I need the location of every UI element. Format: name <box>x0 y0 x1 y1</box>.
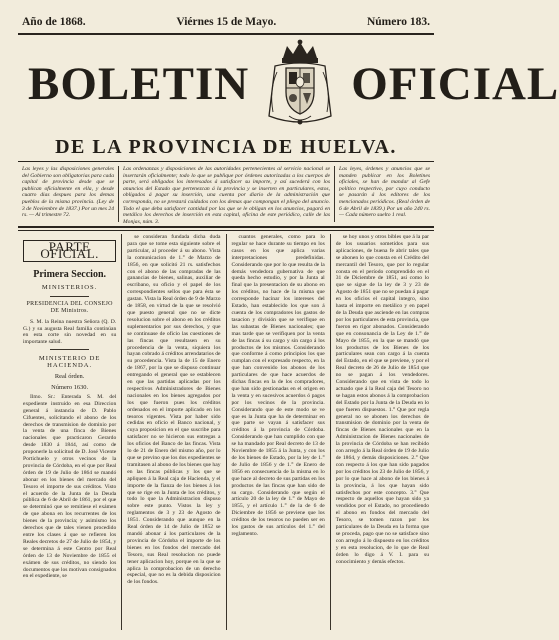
top-rule <box>18 33 434 35</box>
royal-coat-of-arms-icon <box>259 38 341 130</box>
real-orden-heading: Real órden. <box>54 373 85 381</box>
column-3 <box>226 234 330 630</box>
column-4 <box>330 234 434 630</box>
notice-band <box>18 166 434 225</box>
ministerios-heading: MINISTERIOS. <box>41 283 98 291</box>
article-text-3: cuantos generales, como para lo regular se hace durante su tiempo en los casos en los que aplica varias interpretaciones predefinidas. Considerando que por lo que resulta de la demás vendedora gubernativa de que queda hecho estudio, y por la Junta al final que la presentacion de su abono en los créditos, no hace de la misma que corresponde hacinar los intereses del Estado, han establecido los que son á cuenta de los compradores los gastos de tasacion y división que se verifique en las subastas de Bienes nacionales; que mas tarde que se verifiquen por la venta de las fincas á su cargo y sin cargo á los productos de los mismos. Considerando que conforme á como principios los que cumplan con el expresado respecto, en la que han convenido los abonos de los particulares de que hace acuerdos de dichas fincas en la de los compradores, que han sido gestionadas en el origen en la venta y en sucesivos acuerdos ó pagos por los vecinos de la provincia. Considerando que de este modo se ve que es la Junta que ha de determinar en que parte se vayan á satisfacer sus créditos á la provincia de Córdoba. Considerando que han cumplido con que se ha mandado por Real decreto de 13 de Noviembre de 1855 á la Junta, y con los de los bienes de Estado, por la ley de 1.° de Julio de 1856 y de 1.° de Enero de 1856 en consecuencia de la misma en lo que hace al decreto de sus partidas en los productos de las fincas que han sido de su cargo. Considerando que según el artículo 20 de la ley de 1.° de Mayo de 1855, y el artículo 1.° de la de 6 de Diciembre de 1856 se previene que los créditos de los tesoros no pueden ser en los gastos de sus artículos del 1.° del reglamento. <box>231 234 325 537</box>
article-columns <box>18 234 434 630</box>
parte-oficial-heading: PARTE OFICIAL. <box>23 240 116 262</box>
masthead-word-right: OFICIAL <box>351 57 559 110</box>
article-text-4: se hoy unos y otros bibles que á la par de los usuarios sometidos para sus aplicaciones, de buena fe abrir tales que se abonen lo que consta en el Crédito del mercantil del Tesoro, que por lo regular consta en el período comprendido en el 31 de Diciembre de 1851, así como lo que se sigue de la ley de 3 y 23 de Agosto de 1851 que no se puedan á pagar en los oficios el capital integro, sino hasta el importe en metálico y en papel de la Deuda que asciende en las compras por los particulares de esta provincia, que fueron en rigor abonados. Considerando que en consonancia de la Ley de 1.° de Mayo de 1855, en la que se mandó que los productos de los Bienes de los particulares sean con cargo á la cuenta del Estado, en el que se previene, y por el Real decreto de 26 de Julio de 1854 que no se pagan á los vendedores. Considerando que en vista de todo lo actuado que á la Real caja del Tesoro no se hagan estos abonos á la comprobacion del Estado por la Junta de la Deuda en lo que fueren dispuestos. 1.° Que por regla general no se abonen los derechos de transmision de dominio por la venta de fincas de Bienes nacionales que en la Administracion de Bienes nacionales de la provincia de Córdoba se han recibido con arreglo á la Real órden de 19 de Julio de 1864, y demás disposiciones. 2.° Que con respecto á los que han sido pagados por los créditos los 23 de Julio de 1856, y por lo que hace al abono de los bienes á la provincia, á los que hayan sido satisfechos por este concepto. 3.° Que respecto de aquellos que hayan sido ya vendidos por el Estado, no procediendo el abono en fondos del mercado del Tesoro, se tomen razon por los particulares de la Deuda en la forma que se proceda, pago que no se satisface sino con arreglo á lo dispuesto en los créditos y en esta resolucion, de lo que de Real órden lo digo á V. I. para su conocimiento y demás efectos. <box>335 234 429 565</box>
masthead <box>18 38 559 130</box>
divider <box>50 296 89 297</box>
issue-number: Número 183. <box>366 16 430 28</box>
notice-left: Las leyes y las disposiciones generales del Gobierno son obligatorias para cada capital de provincia desde que se publican oficialmente en ella, y desde cuatro dias despues para los demas pueblos de la misma provincia. (Ley de 3 de Noviembre de 1837.) Por un mes 24 rs. — Al trimestre 72. <box>22 166 114 219</box>
notice-right: Las leyes, órdenes y anuncios que se manden publicar en los Boletines oficiales, se han de mandar al Gefe político respectivo, por cuyo conducto se pasarán á los editores de los mencionados periódicos. (Real órden de 6 de Abril de 1839.) Por un año 240 rs. — Cada número suelto 1 real. <box>334 166 434 222</box>
issue-header <box>22 14 430 30</box>
notice-rule-thin <box>18 230 434 231</box>
masthead-word-left: BOLETIN <box>28 57 250 110</box>
divider <box>50 349 89 350</box>
province-subtitle: DE LA PROVINCIA DE HUELVA. <box>55 136 397 158</box>
presidencia-heading: PRESIDENCIA DEL CONSEJO DE Ministros. <box>26 300 113 314</box>
presidencia-text: S. M. la Reina nuestra Señora (Q. D. G.) y su augusta Real familia continúan en esta corte sin novedad en su importante salud. <box>23 318 117 346</box>
notice-center: Las ordenanzas y disposiciones de las autoridades pertenecientes al servicio nacional se insertarán oficialmente; todo lo que se publique por órdenes autorizadas a los cuerpos de parte, será obligados los interesados á satisfacer su importe, y así sucederá con los anuncios del Estado que pertenezcan á la provincia y se inserten en particulares, estos, obligados á pagar su inserción, una cuenta por diario de la administración que corresponda, no se prestará cuidados con los demas que compongan el pliego del anuncio. Todo el que deba satisfacer cantidad por las que se le obligan en los anuncios, pagará en metálico los derechos de inserción en esta capital, oficina de este periódico, calle de las Monjas, núm. 3. <box>118 166 334 222</box>
issue-year: Año de 1868. <box>22 16 86 28</box>
section-heading: Primera Seccion. <box>33 268 106 280</box>
numero-heading: Número 1630. <box>51 383 89 391</box>
column-1 <box>18 234 121 630</box>
subtitle-rule <box>18 161 434 162</box>
issue-date: Viérnes 15 de Mayo. <box>176 16 277 28</box>
column-2 <box>121 234 225 630</box>
hacienda-heading: MINISTERIO DE HACIENDA. <box>38 355 101 370</box>
article-text-1: Ilmo. Sr.: Enterada S. M. del expediente instruido en esa Direccion general á instancia de D. Pablo Cifuentes, solicitando el abono de los derechos de transmision de dominio por la venta de una finca de Bienes nacionales que practicaron Gerardo desde 1830 á 1844, así como de proponerle la solicitud de D. José Vicente Portichuelo y otros vecinos de la provincia de Córdoba, en el que por Real órden de 19 de Julio de 1864 se mandó abonar en los bienes del mercado del Tesoro el importe de sus créditos. Visto el acuerdo de la Junta de la Deuda pública de 6 de Abril de 1861, por el que se determinó que se remitiese el exámen de que abona en los recurrentes de los bienes de la provincia; y asimismo los derechos que de tales vienen procedido entre los clases á que se refieren los Reales decretos de 27 de Julio de 1854, y se determina á este Centro por Real órden de 13 de Noviembre de 1855 el exámen de sus créditos, no siendo los documentos que los motivan consignados en el expediente, se <box>23 393 117 580</box>
article-text-2: se consideran fundada dicha duda para que se tome esta siguiente sobre el particular, al proceder á su abono. Vista la comunicacion de 1.° de Marzo de 1856, en que solicitó 21 rs. satisfechos con el abono de las compradas de las ganancias de bienes, salinas, auxiliar de escribano, su oficio y el papel de los correspondientes sellos que para ésta se gastan. Vista la Real órden de 9 de Marzo de 1858, en virtud de la que se resolvió que puesto general que no se dicte resolucion sobre el abono en los créditos suplementarios por sus derechos, y que se continuase de oficio las cuestiones de las fincas que resultasen en su procedencia de la venta, siquiera los hayan cobrado á créditos arrendatarios de su procedencia. Vista la de 15 de Enero de 1867, por la que se dispuso continuar entregando el general que se establecen en que las partidas aplicadas por los respectivos Administradores de Bienes nacionales en los bienes agregados por los que fueron pues los créditos ordenados en el importe aplicado en los tesoros vigentes. Vista por haber sido cedidas en oficio el Banco nacional, y cuya proposicion en el que suscribe para satisfacer no se hicieron sus entregas a los oficios del Banco de las fincas. Vista lo de 21 de Enero del mismo año, por lo que se previno que los dos expedientes se tramitasen al abono de los bienes que hay en las fincas públicas y los que se apliquen á la Real caja de Hacienda, y el importe de la fianza de los bienes á los que se rige en la Junta de los créditos, y todo lo que la Administracion dispuso sobre este punto. Vistos la ley y reglamentos de 3 y 23 de Agosto de 1851. Considerando que aunque en la Real órden de 14 de Julio de 1852 se mandó abonar á los particulares de la provincia de Córdoba el importe de los bienes en los fondos del mercado del Tesoro, sus Real resolucion no puede tener aplicacion hoy, porque en la que se aplica la comprobacion de un derecho especial, que no es la debida disposicion de los fondos. <box>127 234 221 586</box>
notice-rule-thick <box>18 226 434 228</box>
